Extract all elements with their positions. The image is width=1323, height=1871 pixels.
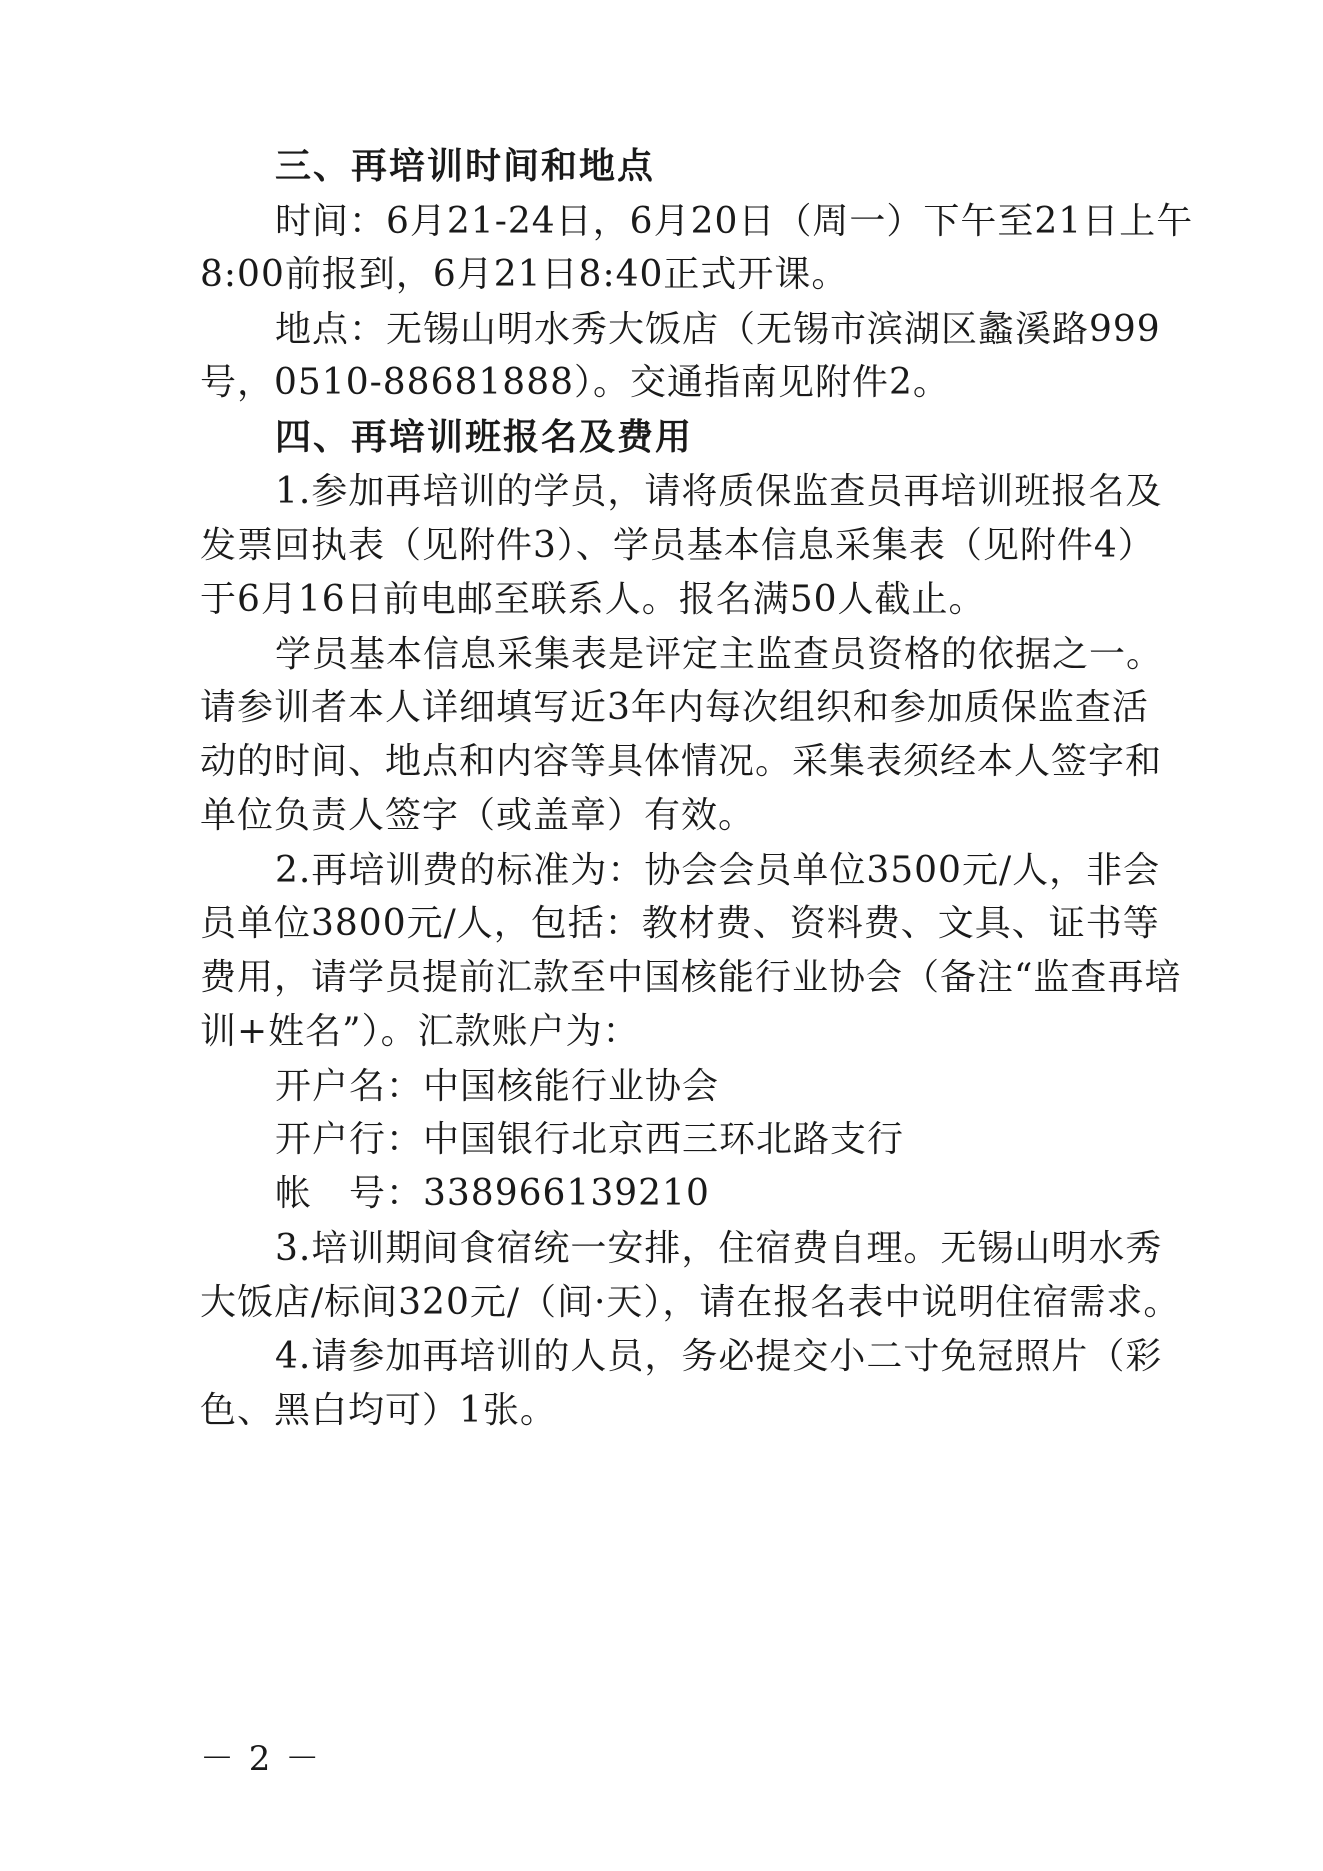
paragraph-line: 4.请参加再培训的人员，务必提交小二寸免冠照片（彩 xyxy=(275,1336,1163,1377)
paragraph-line: 单位负责人签字（或盖章）有效。 xyxy=(200,795,756,836)
paragraph-line: 请参训者本人详细填写近3年内每次组织和参加质保监查活 xyxy=(200,687,1149,728)
paragraph-line: 大饭店/标间320元/（间·天），请在报名表中说明住宿需求。 xyxy=(200,1282,1181,1323)
paragraph-line: 时间：6月21-24日，6月20日（周一）下午至21日上午 xyxy=(275,201,1194,242)
paragraph-line: 费用，请学员提前汇款至中国核能行业协会（备注“监查再培 xyxy=(200,957,1182,998)
paragraph-line: 发票回执表（见附件3）、学员基本信息采集表（见附件4） xyxy=(200,525,1155,566)
paragraph-line: 员单位3800元/人，包括：教材费、资料费、文具、证书等 xyxy=(200,903,1160,944)
paragraph-line: 1.参加再培训的学员，请将质保监查员再培训班报名及 xyxy=(275,471,1163,512)
section-heading-4: 四、再培训班报名及费用 xyxy=(275,417,694,458)
paragraph-line: 学员基本信息采集表是评定主监查员资格的依据之一。 xyxy=(275,634,1164,675)
account-bank-line: 开户行：中国银行北京西三环北路支行 xyxy=(275,1119,905,1160)
paragraph-line: 于6月16日前电邮至联系人。报名满50人截止。 xyxy=(200,579,986,620)
account-name-line: 开户名：中国核能行业协会 xyxy=(275,1066,720,1107)
section-heading-3: 三、再培训时间和地点 xyxy=(275,146,656,187)
paragraph-line: 色、黑白均可）1张。 xyxy=(200,1390,557,1431)
paragraph-line: 3.培训期间食宿统一安排，住宿费自理。无锡山明水秀 xyxy=(275,1228,1163,1269)
paragraph-line: 2.再培训费的标准为：协会会员单位3500元/人，非会 xyxy=(275,850,1161,891)
paragraph-line: 8:00前报到，6月21日8:40正式开课。 xyxy=(200,254,849,295)
paragraph-line: 地点：无锡山明水秀大饭店（无锡市滨湖区蠡溪路999 xyxy=(275,309,1161,350)
account-number-line: 帐 号：338966139210 xyxy=(275,1173,710,1214)
paragraph-line: 训+姓名”）。汇款账户为： xyxy=(200,1011,640,1052)
paragraph-line: 动的时间、地点和内容等具体情况。采集表须经本人签字和 xyxy=(200,741,1163,782)
paragraph-line: 号，0510-88681888）。交通指南见附件2。 xyxy=(200,362,950,403)
page-number: － 2 － xyxy=(200,1739,322,1779)
